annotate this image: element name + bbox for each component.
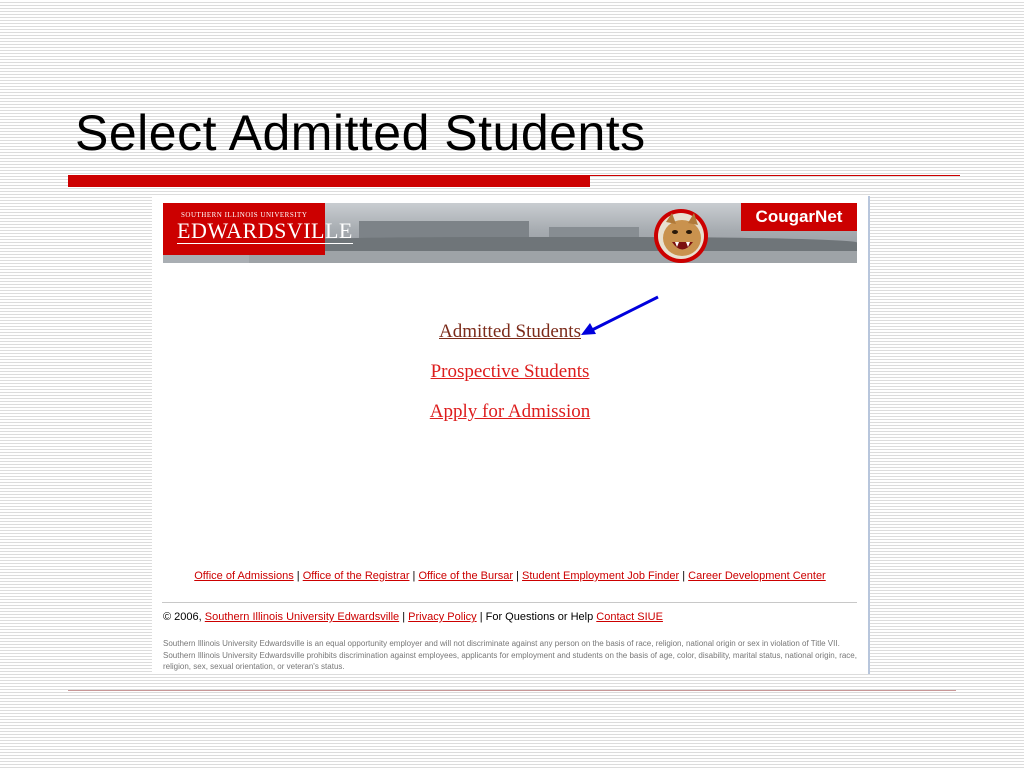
- career-development-link[interactable]: Career Development Center: [688, 570, 826, 582]
- university-link[interactable]: Southern Illinois University Edwardsville: [204, 611, 400, 623]
- copyright-line: [163, 611, 663, 623]
- separator: |: [682, 570, 686, 582]
- prospective-students-link[interactable]: Prospective Students: [430, 361, 590, 382]
- student-employment-link[interactable]: Student Employment Job Finder: [522, 570, 680, 582]
- footer-divider: [162, 602, 857, 603]
- separator: |: [516, 570, 519, 582]
- footer-nav: [152, 570, 868, 582]
- bottom-rule: [68, 690, 956, 691]
- logo-wordmark: EDWARDSVILLE: [177, 218, 353, 243]
- cougarnet-button[interactable]: CougarNet: [741, 203, 857, 231]
- pointer-arrow-icon: [580, 294, 662, 338]
- office-of-registrar-link[interactable]: Office of the Registrar: [302, 570, 410, 582]
- siue-logo[interactable]: [163, 203, 353, 255]
- ground-shape: [249, 251, 857, 263]
- copyright-prefix: © 2006,: [163, 611, 202, 623]
- separator: |: [412, 570, 416, 582]
- eeo-disclaimer: Southern Illinois University Edwardsville is an equal opportunity employer and will not discriminate against any person on the basis of race, religion, national origin or sex in violation of Title VII. Southern Illinois University Edwardsville prohibits discrimination against employees, applicants for employment and students on the basis of age, color, disability, marital status, national origin, race, religion, sex, sexual orientation, or veteran's status.: [163, 639, 857, 671]
- title-rule-thin: [590, 175, 960, 176]
- cougar-mascot-icon: [648, 205, 714, 263]
- contact-siue-link[interactable]: Contact SIUE: [596, 611, 663, 623]
- title-rule-thick: [68, 175, 590, 187]
- slide-title: Select Admitted Students: [75, 105, 646, 161]
- main-links: [152, 320, 868, 440]
- help-text: | For Questions or Help: [479, 611, 594, 623]
- logo-subtitle: SOUTHERN ILLINOIS UNIVERSITY: [181, 211, 308, 219]
- site-banner: [163, 203, 857, 263]
- separator: |: [296, 570, 300, 582]
- office-of-admissions-link[interactable]: Office of Admissions: [194, 570, 294, 582]
- privacy-policy-link[interactable]: Privacy Policy: [408, 611, 477, 623]
- office-of-bursar-link[interactable]: Office of the Bursar: [418, 570, 514, 582]
- apply-for-admission-link[interactable]: Apply for Admission: [429, 401, 591, 422]
- admitted-students-link[interactable]: Admitted Students: [439, 321, 581, 342]
- separator: |: [402, 611, 406, 623]
- browser-screenshot: [152, 196, 870, 674]
